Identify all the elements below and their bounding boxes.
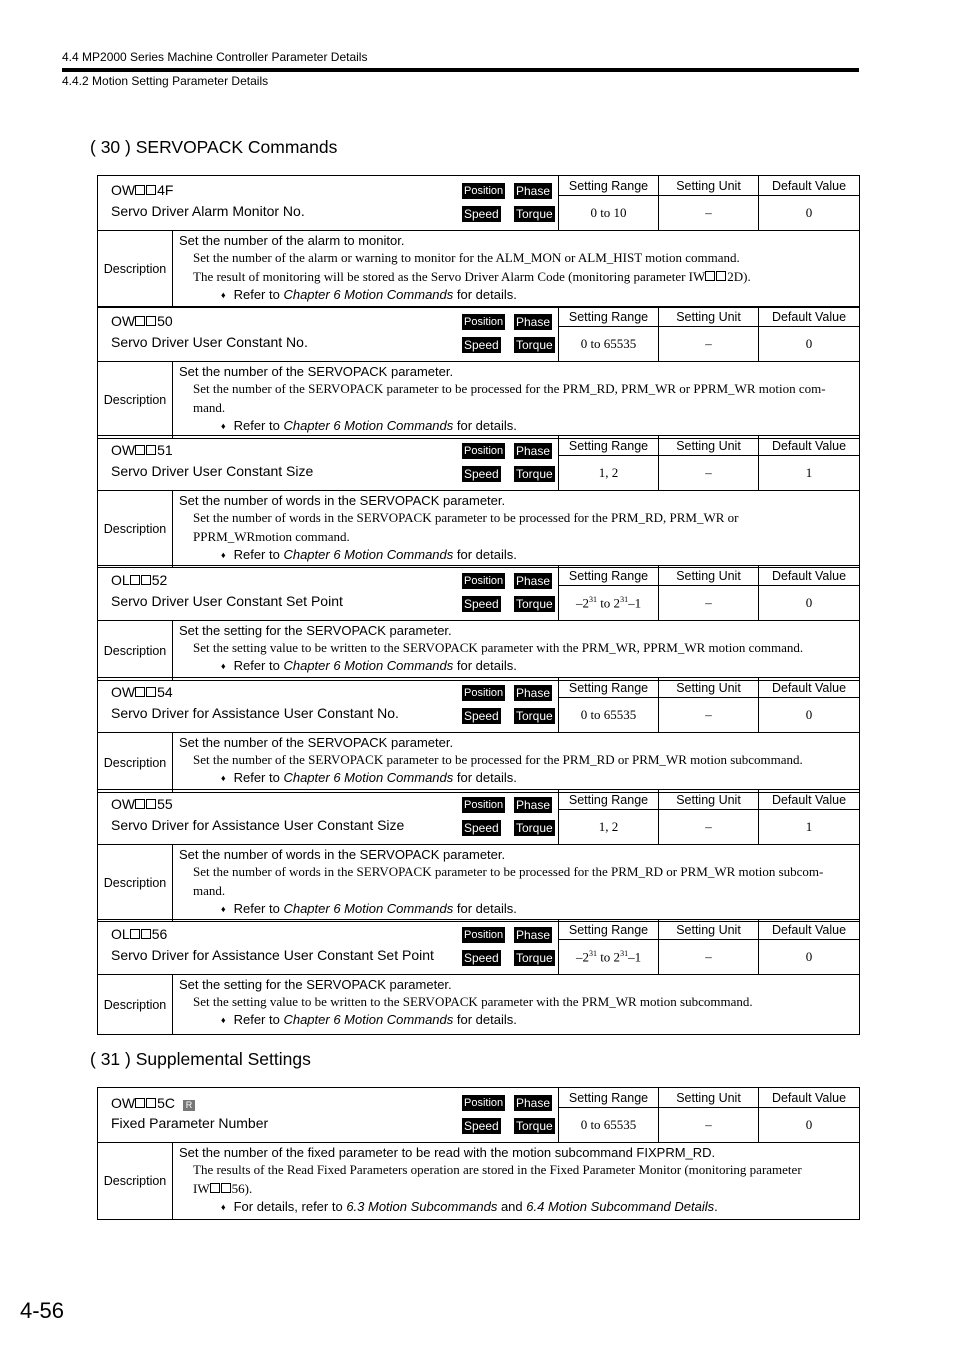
default-value-header: Default Value: [759, 176, 860, 196]
range-to: to 2: [596, 595, 621, 611]
description-detail: Set the number of the alarm or warning to monitor for the ALM_MON or ALM_HIST motion command.: [193, 250, 740, 265]
header-rule: [62, 68, 859, 72]
parameter-name: Servo Driver for Assistance User Constant No.: [111, 705, 399, 721]
chapter-reference: Chapter 6 Motion Commands: [283, 1012, 454, 1027]
setting-range-header: Setting Range: [559, 307, 659, 327]
speed-mode-badge: Speed: [464, 1119, 499, 1133]
speed-mode-badge: Speed: [464, 207, 499, 221]
setting-range-header: Setting Range: [559, 176, 659, 196]
description-detail: mand.: [193, 883, 226, 898]
parameter-name-cell: [98, 920, 559, 975]
parameter-code: OW 51: [111, 442, 173, 458]
description-main: Set the number of the SERVOPACK parameter.: [179, 364, 454, 379]
range-exp: 31: [588, 595, 597, 605]
range-minus: –2: [575, 949, 589, 965]
speed-mode-badge: Speed: [464, 951, 499, 965]
chapter-reference: Chapter 6 Motion Commands: [283, 287, 454, 302]
description-cell: [173, 621, 860, 681]
setting-range-cell: [559, 196, 659, 231]
description-detail: Set the number of words in the SERVOPACK parameter to be processed for the PRM_RD, PRM_WR or: [193, 510, 739, 525]
description-main: Set the number of the fixed parameter to be read with the motion subcommand FIXPRM_RD.: [179, 1145, 716, 1160]
chapter-reference: Chapter 6 Motion Commands: [283, 770, 454, 785]
parameter-name-cell: [98, 566, 559, 621]
setting-unit-header: Setting Unit: [659, 566, 759, 586]
setting-unit-value: –: [659, 810, 759, 845]
parameter-table: [97, 919, 860, 1035]
speed-mode-badge: Speed: [464, 821, 499, 835]
range-to: to 2: [596, 949, 621, 965]
refer-note: ♦ Refer to Chapter 6 Motion Commands for details.: [221, 418, 517, 433]
default-value-header: Default Value: [759, 307, 860, 327]
parameter-name-cell: [98, 436, 559, 491]
parameter-table: [97, 306, 860, 439]
description-detail: Set the number of words in the SERVOPACK parameter to be processed for the PRM_RD or PRM_WR motion subcom-: [193, 864, 824, 879]
phase-mode-badge: Phase: [516, 798, 551, 812]
speed-mode-badge: Speed: [464, 709, 499, 723]
description-main: Set the number of the alarm to monitor.: [179, 233, 405, 248]
range-tail: –1: [628, 949, 642, 965]
refer-note: ♦ For details, refer to 6.3 Motion Subcommands and 6.4 Motion Subcommand Details.: [221, 1199, 718, 1214]
setting-unit-header: Setting Unit: [659, 1088, 759, 1108]
torque-mode-badge: Torque: [516, 338, 553, 352]
torque-mode-badge: Torque: [516, 207, 553, 221]
chapter-reference: Chapter 6 Motion Commands: [283, 901, 454, 916]
phase-mode-badge: Phase: [516, 444, 551, 458]
parameter-table: [97, 435, 860, 568]
description-main: Set the number of words in the SERVOPACK parameter.: [179, 847, 506, 862]
parameter-name: Servo Driver User Constant No.: [111, 334, 308, 350]
description-label: Description: [98, 231, 173, 308]
phase-mode-badge: Phase: [516, 574, 551, 588]
default-value: 0: [759, 327, 860, 362]
description-label: Description: [98, 733, 173, 793]
section-heading: SERVOPACK Commands: [135, 137, 338, 157]
description-main: Set the setting for the SERVOPACK parameter.: [179, 977, 452, 992]
phase-mode-badge: Phase: [516, 1096, 551, 1110]
bullet-diamond-icon: ♦: [221, 1015, 226, 1025]
setting-range-cell: [559, 698, 659, 733]
section-reference: 6.4 Motion Subcommand Details: [526, 1199, 715, 1214]
speed-mode-badge: Speed: [464, 597, 499, 611]
setting-unit-value: –: [659, 698, 759, 733]
default-value: 0: [759, 586, 860, 621]
position-mode-badge: Position: [464, 185, 504, 197]
setting-unit-header: Setting Unit: [659, 678, 759, 698]
phase-mode-badge: Phase: [516, 686, 551, 700]
torque-mode-badge: Torque: [516, 1119, 553, 1133]
parameter-code: OW 4F: [111, 182, 174, 198]
parameter-name: Fixed Parameter Number: [111, 1115, 269, 1131]
setting-range-value: 1, 2: [598, 819, 619, 835]
torque-mode-badge: Torque: [516, 709, 553, 723]
torque-mode-badge: Torque: [516, 597, 553, 611]
chapter-reference: Chapter 6 Motion Commands: [283, 418, 454, 433]
parameter-code: OL 52: [111, 572, 168, 588]
section-title-30: [90, 137, 337, 158]
description-label: Description: [98, 621, 173, 681]
description-label: Description: [98, 362, 173, 439]
setting-range-header: Setting Range: [559, 1088, 659, 1108]
running-header-section: 4.4 MP2000 Series Machine Controller Parameter Details: [62, 50, 368, 64]
setting-range-header: Setting Range: [559, 678, 659, 698]
description-detail: Set the setting value to be written to the SERVOPACK parameter with the PRM_WR, PPRM_WR motion command.: [193, 640, 804, 655]
range-tail: –1: [628, 595, 642, 611]
setting-range-cell: [559, 940, 659, 975]
setting-unit-header: Setting Unit: [659, 307, 759, 327]
parameter-table: [97, 565, 860, 681]
setting-range-cell: [559, 327, 659, 362]
bullet-diamond-icon: ♦: [221, 773, 226, 783]
description-detail: The result of monitoring will be stored as the Servo Driver Alarm Code (monitoring parameter IW 2D).: [193, 269, 751, 284]
phase-mode-badge: Phase: [516, 184, 551, 198]
setting-range-cell: [559, 586, 659, 621]
position-mode-badge: Position: [464, 316, 504, 328]
default-value: 0: [759, 940, 860, 975]
running-header-subsection: 4.4.2 Motion Setting Parameter Details: [62, 74, 269, 88]
default-value-header: Default Value: [759, 566, 860, 586]
range-exp2: 31: [620, 595, 629, 605]
default-value-header: Default Value: [759, 1088, 860, 1108]
default-value: 1: [759, 810, 860, 845]
description-detail: PPRM_WRmotion command.: [193, 529, 350, 544]
parameter-code: OW 55: [111, 796, 173, 812]
section-reference: 6.3 Motion Subcommands: [346, 1199, 498, 1214]
setting-unit-header: Setting Unit: [659, 790, 759, 810]
setting-unit-value: –: [659, 456, 759, 491]
setting-range-header: Setting Range: [559, 566, 659, 586]
description-detail: Set the number of the SERVOPACK parameter to be processed for the PRM_RD, PRM_WR or PPRM_WR motion com-: [193, 381, 826, 396]
refer-note: ♦ Refer to Chapter 6 Motion Commands for details.: [221, 547, 517, 562]
bullet-diamond-icon: ♦: [221, 904, 226, 914]
parameter-name: Servo Driver User Constant Size: [111, 463, 314, 479]
parameter-name: Servo Driver for Assistance User Constant Size: [111, 817, 405, 833]
position-mode-badge: Position: [464, 445, 504, 457]
setting-unit-value: –: [659, 327, 759, 362]
description-label: Description: [98, 1143, 173, 1220]
setting-range-value: 0 to 10: [590, 205, 627, 221]
bullet-diamond-icon: ♦: [221, 550, 226, 560]
setting-range-value: 1, 2: [598, 465, 619, 481]
parameter-name-cell: [98, 678, 559, 733]
bullet-diamond-icon: ♦: [221, 421, 226, 431]
description-label: Description: [98, 975, 173, 1035]
description-label: Description: [98, 491, 173, 568]
description-main: Set the number of words in the SERVOPACK parameter.: [179, 493, 506, 508]
torque-mode-badge: Torque: [516, 467, 553, 481]
description-main: Set the number of the SERVOPACK parameter.: [179, 735, 454, 750]
parameter-table: [97, 677, 860, 793]
range-exp2: 31: [620, 949, 629, 959]
setting-range-value: 0 to 65535: [580, 336, 637, 352]
description-cell: [173, 975, 860, 1035]
setting-range-cell: [559, 810, 659, 845]
setting-unit-header: Setting Unit: [659, 176, 759, 196]
parameter-table: [97, 789, 860, 922]
parameter-name-cell: [98, 307, 559, 362]
parameter-name: Servo Driver Alarm Monitor No.: [111, 203, 305, 219]
setting-range-header: Setting Range: [559, 790, 659, 810]
description-detail: Set the number of the SERVOPACK parameter to be processed for the PRM_RD or PRM_WR motion subcommand.: [193, 752, 803, 767]
refer-note: ♦ Refer to Chapter 6 Motion Commands for details.: [221, 287, 517, 302]
supplemental-parameter-table: [97, 1087, 860, 1220]
parameter-table: [97, 175, 860, 308]
setting-range-value: 0 to 65535: [580, 707, 637, 723]
default-value: 0: [759, 698, 860, 733]
position-mode-badge: Position: [464, 799, 504, 811]
register-r-badge: R: [183, 1100, 195, 1111]
parameter-code: OL 56: [111, 926, 168, 942]
section-number: ( 30 ): [90, 137, 131, 157]
refer-note: ♦ Refer to Chapter 6 Motion Commands for details.: [221, 1012, 517, 1027]
torque-mode-badge: Torque: [516, 821, 553, 835]
parameter-name: Servo Driver for Assistance User Constant Set Point: [111, 947, 434, 963]
description-detail: Set the setting value to be written to the SERVOPACK parameter with the PRM_WR motion subcommand.: [193, 994, 753, 1009]
parameter-code: OW 50: [111, 313, 173, 329]
refer-note: ♦ Refer to Chapter 6 Motion Commands for details.: [221, 658, 517, 673]
description-cell: [173, 1143, 860, 1220]
refer-note: ♦ Refer to Chapter 6 Motion Commands for details.: [221, 770, 517, 785]
parameter-name-cell: [98, 176, 559, 231]
parameter-name: Servo Driver User Constant Set Point: [111, 593, 343, 609]
parameter-code: OW 5C R: [111, 1095, 195, 1111]
setting-unit-value: –: [659, 586, 759, 621]
position-mode-badge: Position: [464, 575, 504, 587]
setting-range-cell: [559, 456, 659, 491]
default-value-header: Default Value: [759, 920, 860, 940]
parameter-name-cell: [98, 1088, 559, 1143]
description-cell: [173, 491, 860, 568]
default-value-header: Default Value: [759, 678, 860, 698]
description-detail: The results of the Read Fixed Parameters operation are stored in the Fixed Parameter Monitor (monitoring parameter: [193, 1162, 802, 1177]
setting-range-header: Setting Range: [559, 436, 659, 456]
speed-mode-badge: Speed: [464, 467, 499, 481]
bullet-diamond-icon: ♦: [221, 661, 226, 671]
chapter-reference: Chapter 6 Motion Commands: [283, 547, 454, 562]
parameter-name-cell: [98, 790, 559, 845]
chapter-reference: Chapter 6 Motion Commands: [283, 658, 454, 673]
description-cell: [173, 231, 860, 308]
section-title-31: [90, 1049, 311, 1070]
position-mode-badge: Position: [464, 929, 504, 941]
torque-mode-badge: Torque: [516, 951, 553, 965]
description-main: Set the setting for the SERVOPACK parameter.: [179, 623, 452, 638]
speed-mode-badge: Speed: [464, 338, 499, 352]
bullet-diamond-icon: ♦: [221, 1202, 226, 1212]
refer-note: ♦ Refer to Chapter 6 Motion Commands for details.: [221, 901, 517, 916]
parameter-code: OW 54: [111, 684, 173, 700]
setting-unit-header: Setting Unit: [659, 920, 759, 940]
setting-unit-value: –: [659, 940, 759, 975]
description-cell: [173, 362, 860, 439]
default-value-header: Default Value: [759, 790, 860, 810]
default-value: 0: [759, 196, 860, 231]
range-minus: –2: [575, 595, 589, 611]
bullet-diamond-icon: ♦: [221, 290, 226, 300]
setting-unit-header: Setting Unit: [659, 436, 759, 456]
position-mode-badge: Position: [464, 1097, 504, 1109]
setting-unit-value: –: [659, 196, 759, 231]
description-label: Description: [98, 845, 173, 922]
setting-range-value: 0 to 65535: [559, 1108, 659, 1143]
description-detail: mand.: [193, 400, 226, 415]
page-number: 4-56: [20, 1298, 65, 1323]
description-cell: [173, 845, 860, 922]
range-exp: 31: [588, 949, 597, 959]
setting-unit-value: –: [659, 1108, 759, 1143]
default-value: 0: [759, 1108, 860, 1143]
setting-range-header: Setting Range: [559, 920, 659, 940]
position-mode-badge: Position: [464, 687, 504, 699]
section-number: ( 31 ): [90, 1049, 131, 1069]
description-detail: IW 56).: [193, 1181, 253, 1196]
default-value-header: Default Value: [759, 436, 860, 456]
phase-mode-badge: Phase: [516, 928, 551, 942]
description-cell: [173, 733, 860, 793]
default-value: 1: [759, 456, 860, 491]
phase-mode-badge: Phase: [516, 315, 551, 329]
section-heading: Supplemental Settings: [135, 1049, 311, 1069]
